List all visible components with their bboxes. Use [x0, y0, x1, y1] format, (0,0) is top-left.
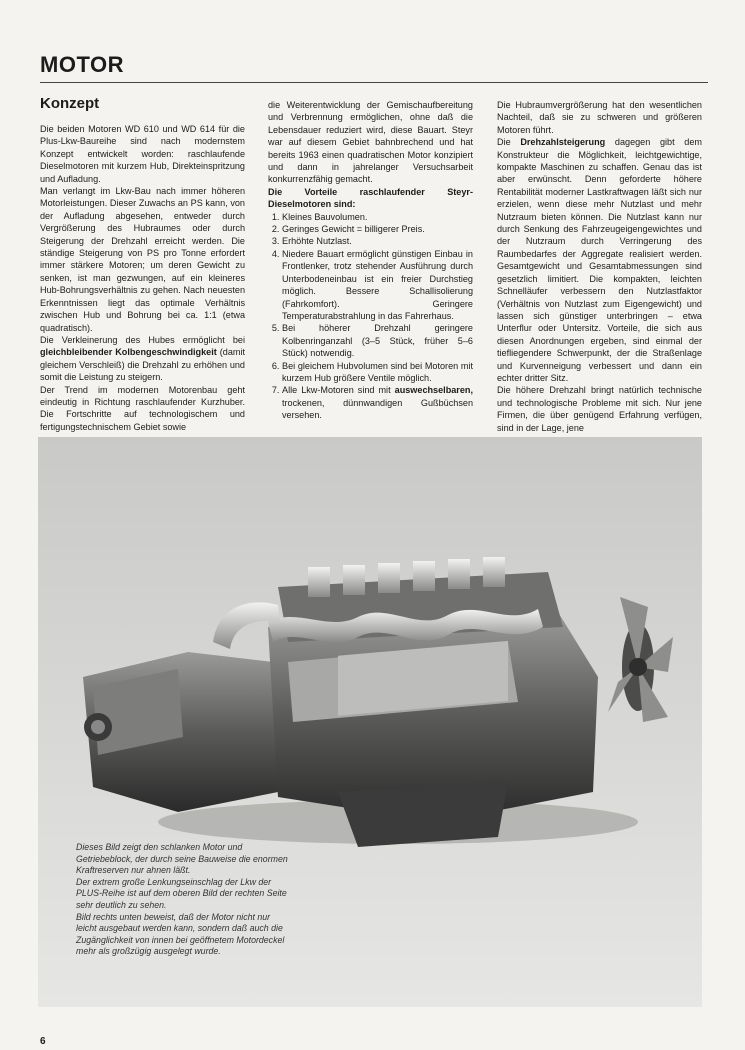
paragraph — [40, 334, 245, 384]
page-number: 6 — [40, 1036, 46, 1047]
paragraph — [497, 136, 702, 384]
caption-paragraph: Bild rechts unten beweist, daß der Motor nicht nur leicht ausgebaut werden kann, sondern daß auch die Zugänglichkeit von innen bei geöffnetem Motordeckel mehr als großzügig ausgelegt wurde. — [76, 911, 285, 957]
text: trockenen, dünnwandigen Gußbüchsen versehen. — [282, 397, 473, 421]
list-item: 3. Erhöhte Nutzlast. — [282, 235, 473, 247]
photo-caption — [76, 842, 291, 958]
text: dagegen gibt dem Konstrukteur die Möglichkeit, leichtgewichtige, kompakte Maschinen zu schaffen. Genau das ist aber erwünscht. Denn geforderte höhere Rentabilität moderner Lastkraftwagen läßt sich nur erzielen, wenn diese mehr Nutzlast und mehr Nutzraum bieten können. Die Nutzlast kann nur durch Senkung des Fahrzeugeigengewichtes und der Nutzraum durch Verringerung des Raumbedarfes der Aggregate realisiert werden. Gesamtgewicht und Gesamtabmessungen sind gesetzlich limitiert. Die kompakten, leichten Schnelläufer verbessern den Nutzlastfaktor (Verhältnis von Nutzlast zum Eigengewicht) und lassen sich günstiger unterbringen – etwa Unterflur oder Untersitz. Vorteile, die sich aus diesen Anordnungen ergeben, sind einmal der tiefliegendere Schwerpunkt, der die Straßenlage und Kurvenneigung verbessert und dann ein echter dritter Sitz. — [497, 137, 702, 383]
bold-text: gleichbleibender Kolbengeschwindigkeit — [40, 347, 217, 358]
advantages-list — [268, 211, 473, 422]
list-item: 5. Bei höherer Drehzahl geringere Kolbenringanzahl (3–5 Stück, früher 5–6 Stück) notwendig. — [282, 322, 473, 359]
page-heading: MOTOR — [40, 52, 124, 77]
paragraph: Der Trend im modernen Motorenbau geht eindeutig in Richtung raschlaufender Kurzhuber. Die Fortschritte auf technologischem und fertigungstechnischem Gebiet sowie — [40, 384, 245, 432]
text-column-3 — [497, 99, 702, 434]
text: (damit gleichem Verschleiß) die Drehzahl zu erhöhen und somit die Leistung zu steigern. — [40, 347, 245, 383]
section-title: Konzept — [40, 95, 100, 112]
text: Die — [497, 137, 521, 148]
paragraph: Die beiden Motoren WD 610 und WD 614 für die Plus-Lkw-Baureihe sind nach modernstem Konzept entwickelt worden: raschlaufende Dieselmotoren mit kurzem Hub, Direkteinspritzung und Aufladung. — [40, 124, 245, 184]
text: Die Verkleinerung des Hubes ermöglicht bei — [40, 334, 245, 345]
paragraph: Die höhere Drehzahl bringt natürlich technische und technologische Probleme mit sich. Nur jene Firmen, die über genügend Erfahrung verfügen, sind in der Lage, jene — [497, 385, 702, 433]
list-item — [282, 384, 473, 421]
caption-paragraph: Der extrem große Lenkungseinschlag der Lkw der PLUS-Reihe ist auf dem oberen Bild der rechten Seite sehr deutlich zu sehen. — [76, 876, 287, 910]
text-column-1 — [40, 123, 245, 433]
paragraph: die Weiterentwicklung der Gemischaufbereitung und Verbrennung ermöglichen, ohne daß die Lebensdauer reduziert wird, diese Bauart. Steyr war auf diesem Gebiet bahnbrechend und hat bereits 1963 einen quadratischen Motor konzipiert und dann in jahrelanger Versuchsarbeit konkurrenzfähig gemacht. — [268, 100, 473, 185]
engine-photo — [38, 437, 702, 1007]
list-item: 1. Kleines Bauvolumen. — [282, 211, 473, 223]
paragraph: Die Hubraumvergrößerung hat den wesentlichen Nachteil, daß sie zu schweren und größeren Motoren führt. — [497, 100, 702, 135]
list-item: 2. Geringes Gewicht = billigerer Preis. — [282, 223, 473, 235]
bold-text: Die Vorteile raschlaufender Steyr-Dieselmotoren sind: — [268, 186, 473, 210]
text-column-2 — [268, 99, 473, 422]
list-item: 6. Bei gleichem Hubvolumen sind bei Motoren mit kurzem Hub größere Ventile möglich. — [282, 360, 473, 385]
list-title — [268, 186, 473, 211]
heading-rule — [40, 82, 708, 83]
paragraph: Man verlangt im Lkw-Bau nach immer höheren Motorleistungen. Dieser Zuwachs an PS kann, von der Aufladung abgesehen, entweder durch Vergrößerung des Hubraumes oder durch Steigerung der Drehzahl erreicht werden. Die ständige Steigerung von PS pro Tonne erfordert immer stärkere Motoren; um deren Gewicht zu senken, ist man gezwungen, auf ein kleineres Hub-Bohrungsverhältnis zu gehen. Nach neuesten Erkenntnissen liegt das optimale Verhältnis zwischen Hub und Bohrung bei ca. 1:1 (etwa quadratisch). — [40, 186, 245, 333]
bold-text: Drehzahlsteigerung — [520, 137, 606, 148]
bold-text: auswechselbaren, — [394, 385, 473, 396]
caption-paragraph: Dieses Bild zeigt den schlanken Motor und Getriebeblock, der durch seine Bauweise die enormen Kraftreserven nur ahnen läßt. — [76, 842, 288, 876]
text: Alle Lkw-Motoren sind mit — [282, 385, 395, 396]
list-item: 4. Niedere Bauart ermöglicht günstigen Einbau in Frontlenker, trotz stehender Ausführung durch Unterbodeneinbau ist ein freier Durchstieg möglich. Bessere Schallisolierung (Fahrkomfort). Geringere Temperaturabstrahlung in das Fahrerhaus. — [282, 248, 473, 322]
